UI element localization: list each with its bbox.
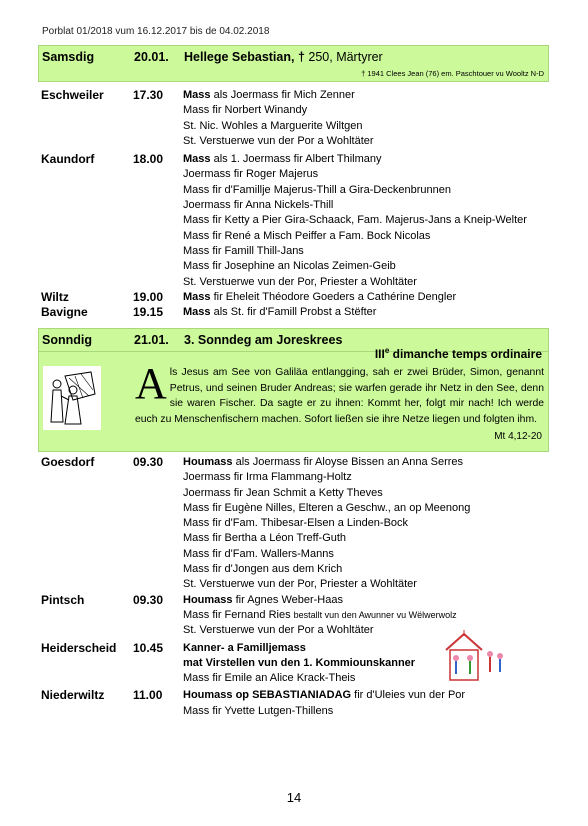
service-time: 17.30	[133, 88, 164, 102]
service-row	[41, 167, 547, 182]
service-block	[41, 688, 547, 719]
location-name: Niederwiltz	[41, 688, 105, 703]
memorial-note: † 1941 Clees Jean (76) em. Paschtouer vu Wooltz N-D	[361, 69, 544, 78]
location-name: Wiltz	[41, 289, 69, 304]
intention-text: Mass als Joermass fir Mich Zenner	[183, 89, 355, 101]
intention-text: Mass fir Norbert Winandy	[183, 104, 308, 117]
gospel-box	[38, 346, 549, 452]
service-time: 18.00	[133, 152, 164, 167]
service-row	[41, 259, 547, 274]
day-label: Samsdig	[42, 50, 95, 64]
service-row	[41, 562, 547, 577]
service-row	[41, 704, 547, 719]
intention-text: Joermass fir Roger Majerus	[183, 168, 319, 181]
intention-text: St. Nic. Wohles a Marguerite Wiltgen	[183, 119, 363, 132]
feast-title: Hellege Sebastian, † 250, Märtyrer	[184, 50, 383, 64]
french-title: IIIe dimanche temps ordinaire	[374, 346, 542, 361]
intention-text: Mass fir Eheleit Théodore Goeders a Cathérine Dengler	[183, 290, 457, 303]
service-block	[41, 88, 547, 149]
intention-text: Mass fir Eugène Nilles, Elteren a Geschw., an op Meenong	[183, 501, 471, 514]
children-church-icon	[440, 630, 508, 684]
service-row	[41, 593, 547, 608]
service-row	[41, 229, 547, 244]
service-row	[41, 244, 547, 259]
service-time: 09.30	[133, 592, 164, 607]
service-row	[41, 198, 547, 213]
intention-text: Mass fir Fernand Ries bestallt vun den Awunner vu Wëlwerwolz	[183, 608, 457, 621]
intention-text: St. Verstuerwe vun der Por, Priester a Wohltäter	[183, 578, 417, 591]
fishermen-illustration	[43, 366, 101, 430]
service-row	[41, 305, 547, 320]
intention-text: Houmass als Joermass fir Aloyse Bissen an Anna Serres	[183, 456, 464, 468]
service-row	[41, 152, 547, 167]
intention-text: Joermass fir Jean Schmit a Ketty Theves	[183, 486, 383, 499]
intention-text: Houmass fir Agnes Weber-Haas	[183, 593, 343, 606]
service-row	[41, 501, 547, 516]
intention-text: St. Verstuerwe vun der Por a Wohltäter	[183, 624, 374, 637]
service-row	[41, 88, 547, 103]
intention-text: Houmass op SEBASTIANIADAG fir d'Uleies vun der Por	[183, 689, 466, 702]
intention-text: Mass fir Famill Thill-Jans	[183, 244, 304, 257]
intention-text: Mass als 1. Joermass fir Albert Thilmany	[183, 153, 382, 166]
intention-text: Mass als St. fir d'Famill Probst a Stëfter	[183, 306, 377, 319]
location-name: Pintsch	[41, 592, 85, 607]
intention-text: Mass fir d'Jongen aus dem Krich	[183, 563, 343, 576]
service-block	[41, 455, 547, 593]
intention-text: mat Virstellen vun den 1. Kommiounskanner	[183, 656, 416, 669]
service-row	[41, 531, 547, 546]
drop-cap: A	[135, 359, 167, 408]
day-label: Sonndig	[42, 333, 92, 347]
service-time: 19.00	[133, 289, 164, 304]
service-time: 09.30	[133, 455, 164, 469]
intention-text: St. Verstuerwe vun der Por, Priester a Wohltäter	[183, 275, 417, 288]
service-row	[41, 470, 547, 485]
location-name: Goesdorf	[41, 455, 95, 469]
intention-text: Mass fir Josephine an Nicolas Zeimen-Geib	[183, 260, 396, 273]
service-row	[41, 577, 547, 592]
intention-text: St. Verstuerwe vun der Por a Wohltäter	[183, 134, 374, 147]
service-time: 11.00	[133, 688, 163, 703]
saturday-band	[38, 45, 549, 82]
saturday-services	[41, 88, 547, 320]
intention-text: Joermass fir Anna Nickels-Thill	[183, 199, 334, 212]
date-label: 21.01.	[134, 333, 169, 347]
intention-text: Mass fir Bertha a Léon Treff-Guth	[183, 532, 347, 545]
service-row	[41, 290, 547, 305]
service-row	[41, 608, 547, 623]
location-name: Heiderscheid	[41, 640, 117, 655]
service-row	[41, 688, 547, 703]
page-number: 14	[286, 790, 302, 805]
location-name: Eschweiler	[41, 88, 104, 102]
intention-text: Mass fir Yvette Lutgen-Thillens	[183, 704, 334, 717]
intention-text: Mass fir Emile an Alice Krack-Theis	[183, 672, 356, 685]
service-row	[41, 516, 547, 531]
gospel-text: Als Jesus am See von Galiläa entlangging, sah er zwei Brüder, Simon, genannt Petrus, und seinen Bruder Andreas; sie warfen gerade ihr Netz in den See, denn sie waren Fischer. Da sagte er zu ihnen: Kommt her, folgt mir nach! Ich werde euch zu Menschenfischern machen. Sofort ließen sie ihre Netze liegen und folgten ihm.	[135, 359, 544, 425]
service-row	[41, 183, 547, 198]
service-row	[41, 134, 547, 149]
intention-text: Mass fir d'Fam. Thibesar-Elsen a Linden-Bock	[183, 517, 409, 530]
service-row	[41, 119, 547, 134]
service-row	[41, 275, 547, 290]
intention-text: Kanner- a Familljemass	[183, 641, 306, 654]
date-label: 20.01.	[134, 50, 169, 64]
service-block	[41, 305, 547, 320]
service-block	[41, 152, 547, 290]
intention-text: Mass fir René a Misch Peiffer a Fam. Bock Nicolas	[183, 229, 431, 242]
service-row	[41, 547, 547, 562]
intention-text: Joermass fir Irma Flammang-Holtz	[183, 471, 352, 484]
scripture-reference: Mt 4,12-20	[494, 431, 542, 442]
service-row	[41, 486, 547, 501]
intention-text: Mass fir Ketty a Pier Gira-Schaack, Fam. Majerus-Jans a Kneip-Welter	[183, 214, 527, 227]
intention-text: Mass fir d'Fam. Wallers-Manns	[183, 547, 334, 560]
location-name: Kaundorf	[41, 152, 95, 167]
service-time: 19.15	[133, 305, 164, 320]
service-row	[41, 103, 547, 118]
location-name: Bavigne	[41, 305, 88, 320]
service-block	[41, 290, 547, 305]
sunday-title: 3. Sonndeg am Joreskrees	[184, 333, 343, 347]
service-row	[41, 213, 547, 228]
page-header: Porblat 01/2018 vum 16.12.2017 bis de 04.02.2018	[42, 26, 270, 37]
service-row	[41, 455, 547, 470]
service-time: 10.45	[133, 640, 164, 655]
intention-text: Mass fir d'Famillje Majerus-Thill a Gira-Deckenbrunnen	[183, 183, 452, 196]
